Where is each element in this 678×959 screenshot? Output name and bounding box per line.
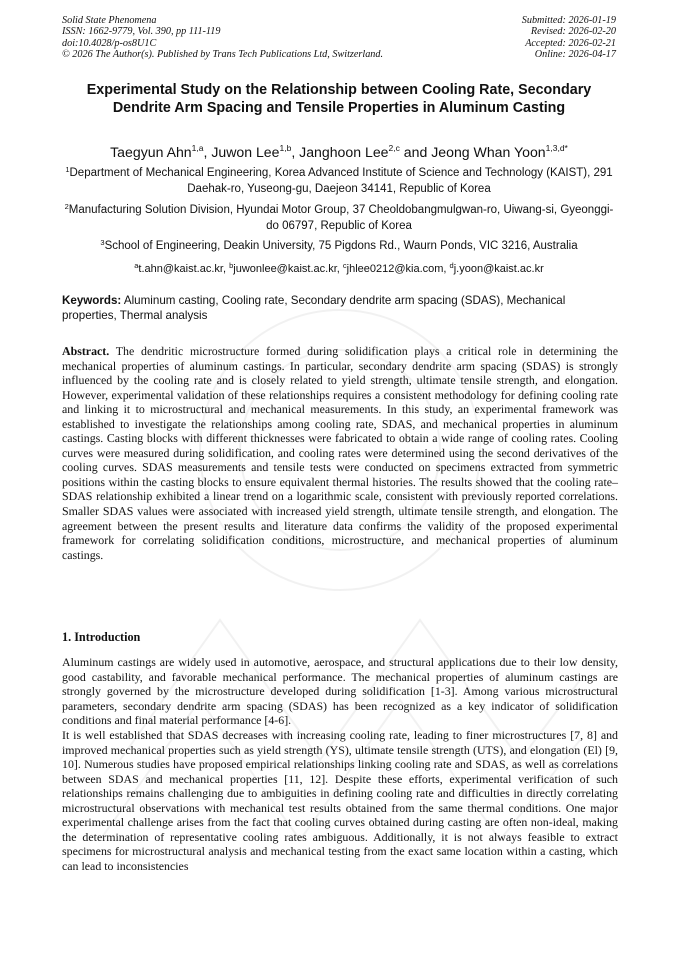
abstract-block xyxy=(62,344,618,562)
email-mark: d xyxy=(449,261,454,270)
author-name: Taegyun Ahn xyxy=(110,144,192,160)
affiliation-1 xyxy=(62,166,616,197)
author-affiliation-mark: 1,3,d* xyxy=(545,143,568,153)
doi-line: doi:10.4028/p-os8U1C xyxy=(62,37,157,49)
email-separator: , xyxy=(336,263,343,275)
keywords-text: Aluminum casting, Cooling rate, Secondary dendrite arm spacing (SDAS), Mechanical properties, Thermal analysis xyxy=(62,294,566,322)
email-mark: c xyxy=(342,261,347,270)
email-link[interactable]: jhlee0212@kia.com xyxy=(346,263,444,275)
author-affiliation-mark: 1,b xyxy=(279,143,292,153)
affiliation-text: Manufacturing Solution Division, Hyundai Motor Group, 37 Cheoldobangmulgwan-ro, Uiwang-si, Gyeonggi-do 06797, Republic of Korea xyxy=(68,204,614,232)
affiliation-number: 3 xyxy=(100,238,105,247)
author-affiliation-mark: 2,c xyxy=(388,143,400,153)
submitted-date: Submitted: 2026-01-19 xyxy=(521,15,616,26)
affiliation-number: 2 xyxy=(64,202,69,211)
affiliation-2 xyxy=(62,203,616,234)
abstract-label: Abstract. xyxy=(62,344,110,358)
issn-line: ISSN: 1662-9779, Vol. 390, pp 111-119 xyxy=(62,26,221,38)
abstract-text: The dendritic microstructure formed during solidification plays a critical role in determining the mechanical properties of aluminum castings. In particular, secondary dendrite arm spacing (SDAS) is strongly influenced by the cooling rate and is closely related to yield strength, ultimate tensile strength, and elongation. However, experimental validation of these relationships requires a consistent methodology for defining cooling rate and linking it to microstructural and mechanical measurements. In this study, an experimental framework was established to investigate the relationships among cooling rate, SDAS, and mechanical properties in aluminum castings. Casting blocks with different thicknesses were fabricated to obtain a wide range of cooling rates. Cooling curves were measured during solidification, and cooling rates were determined using the second derivatives of the cooling curves. SDAS measurements and tensile tests were conducted on specimens extracted from symmetric positions within the casting blocks to ensure equivalent thermal histories. The results showed that the cooling rate–SDAS relationship exhibited a linear trend on a logarithmic scale, consistent with previously reported correlations. Smaller SDAS values were associated with increased yield strength, ultimate tensile strength, and elongation. The agreement between the present results and literature data confirms the validity of the proposed experimental framework for correlating solidification conditions, microstructure, and mechanical properties of aluminum castings. xyxy=(62,344,618,562)
journal-name: Solid State Phenomena xyxy=(62,15,157,26)
author-name: Juwon Lee xyxy=(211,144,280,160)
keywords-block xyxy=(62,294,618,324)
copyright-line: © 2026 The Author(s). Published by Trans Tech Publications Ltd, Switzerland. xyxy=(62,48,384,60)
author-separator: , xyxy=(291,144,300,160)
email-link[interactable]: juwonlee@kaist.ac.kr xyxy=(233,263,337,275)
section-heading-introduction: 1. Introduction xyxy=(62,630,141,644)
affiliation-text: Department of Mechanical Engineering, Korea Advanced Institute of Science and Technology (KAIST), 291 Daehak-ro, Yuseong-gu, Daejeon 34141, Republic of Korea xyxy=(69,167,613,195)
online-date: Online: 2026-04-17 xyxy=(534,48,616,60)
affiliation-text: School of Engineering, Deakin University, 75 Pigdons Rd., Waurn Ponds, VIC 3216, Australia xyxy=(104,240,578,252)
email-separator: , xyxy=(222,263,230,275)
publication-dates xyxy=(522,15,616,60)
author-emails xyxy=(62,262,616,276)
paper-title: Experimental Study on the Relationship between Cooling Rate, Secondary Dendrite Arm Spacing and Tensile Properties in Aluminum Casting xyxy=(86,82,592,117)
author-separator: , xyxy=(203,144,212,160)
affiliation-3 xyxy=(62,239,616,255)
author-separator: and xyxy=(399,144,432,160)
revised-date: Revised: 2026-02-20 xyxy=(530,26,616,38)
author-name: Janghoon Lee xyxy=(299,144,389,160)
email-link[interactable]: j.yoon@kaist.ac.kr xyxy=(453,263,544,275)
email-separator: , xyxy=(443,263,450,275)
accepted-date: Accepted: 2026-02-21 xyxy=(525,37,616,49)
author-affiliation-mark: 1,a xyxy=(191,143,204,153)
email-mark: b xyxy=(229,261,234,270)
email-link[interactable]: t.ahn@kaist.ac.kr xyxy=(138,263,223,275)
author-list xyxy=(40,143,638,161)
affiliation-number: 1 xyxy=(65,165,70,174)
intro-paragraph-1: Aluminum castings are widely used in automotive, aerospace, and structural applications due to their low density, good castability, and favorable mechanical performance. The mechanical properties of aluminum castings are strongly governed by the microstructure developed during solidification [1-3]. Among various microstructural parameters, secondary dendrite arm spacing (SDAS) has been recognized as a key indicator of solidification conditions and final material performance [4-6]. xyxy=(62,655,618,728)
email-mark: a xyxy=(134,261,139,270)
keywords-label: Keywords: xyxy=(62,294,122,307)
author-name: Jeong Whan Yoon xyxy=(431,144,546,160)
intro-paragraph-2: It is well established that SDAS decreases with increasing cooling rate, leading to finer microstructures [7, 8] and improved mechanical properties such as yield strength (YS), ultimate tensile strength (UTS), and elongation (El) [9, 10]. Numerous studies have proposed empirical relationships linking cooling rate and SDAS, as well as correlations between SDAS and mechanical properties [11, 12]. Despite these efforts, experimental verification of such relationships remains challenging due to ambiguities in defining cooling rate and difficulties in directly correlating microstructural observations with mechanical test results obtained from the same thermal conditions. One major experimental challenge arises from the fact that cooling curves obtained during casting are often non-ideal, making the determination of representative cooling rates ambiguous. Additionally, it is not always feasible to extract specimens for microstructural analysis and mechanical testing from the exact same location within a casting, which can lead to inconsistencies xyxy=(62,728,618,873)
journal-info xyxy=(62,15,383,60)
